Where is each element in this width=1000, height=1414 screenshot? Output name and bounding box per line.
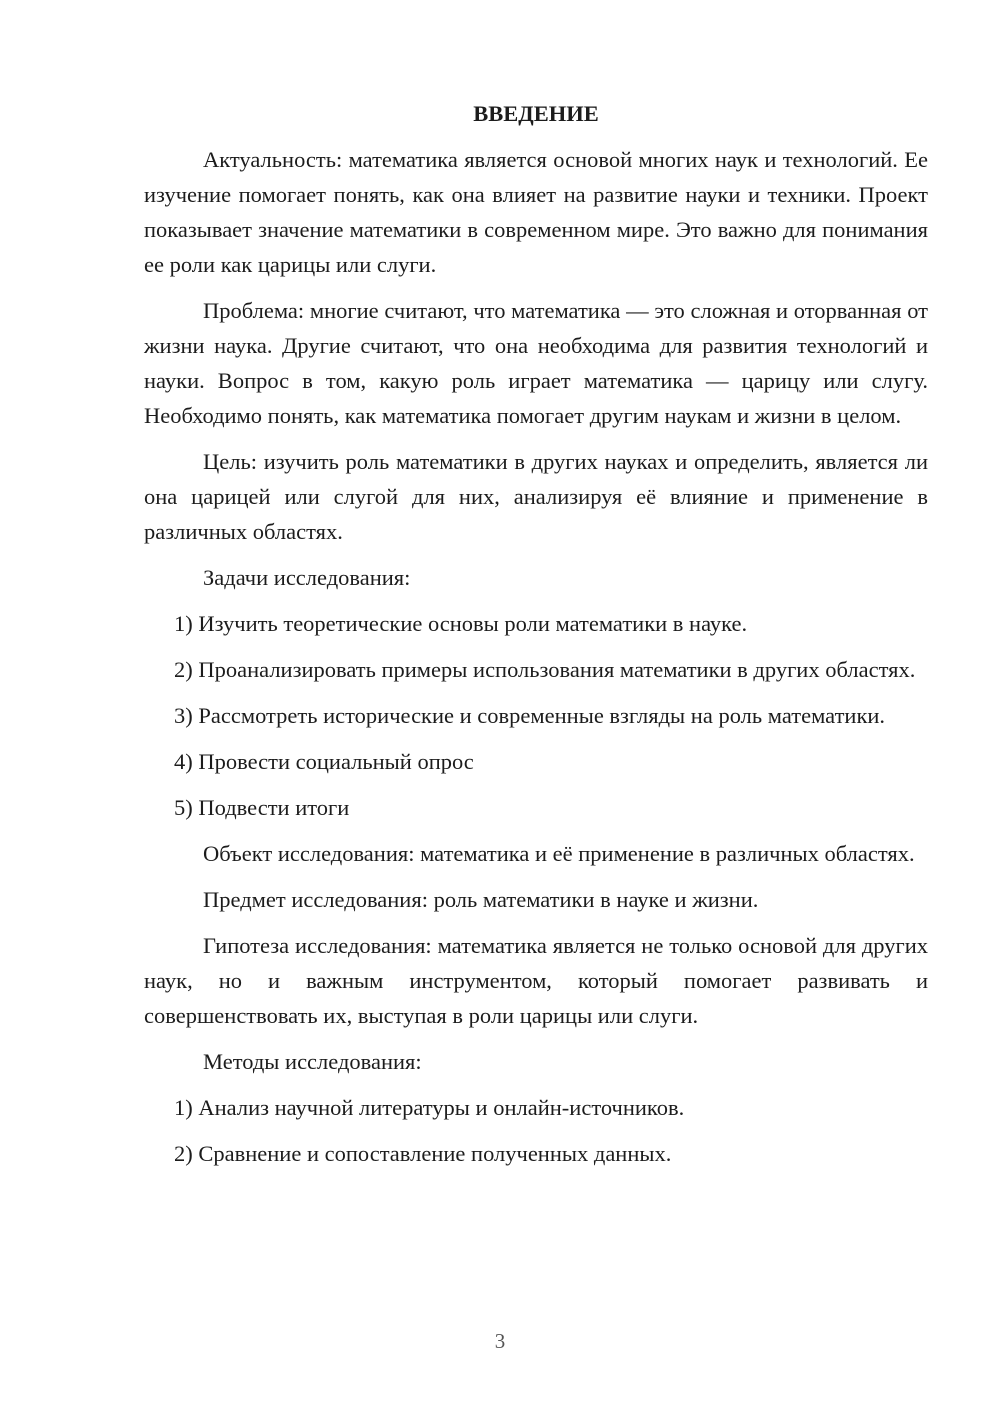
task-item-5: 5) Подвести итоги — [174, 795, 350, 820]
paragraph-relevance: Актуальность: математика является основой многих наук и технологий. Ее изучение помогает понять, как она влияет на развитие науки и техники. Проект показывает значение математики в современном мире. Это важно для понимания ее роли как царицы или слуги. — [144, 147, 928, 277]
section-title: ВВЕДЕНИЕ — [473, 101, 599, 126]
task-item-2: 2) Проанализировать примеры использования математики в других областях. — [174, 657, 916, 682]
paragraph-subject: Предмет исследования: роль математики в науке и жизни. — [203, 887, 759, 912]
paragraph-problem: Проблема: многие считают, что математика — это сложная и оторванная от жизни наука. Другие считают, что она необходима для развития технологий и науки. Вопрос в том, какую роль играет математика — царицу или слугу. Необходимо понять, как математика помогает другим наукам и жизни в целом. — [144, 298, 928, 428]
method-item-1: 1) Анализ научной литературы и онлайн-источников. — [174, 1095, 685, 1120]
task-item-4: 4) Провести социальный опрос — [174, 749, 474, 774]
paragraph-goal: Цель: изучить роль математики в других науках и определить, является ли она царицей или слугой для них, анализируя её влияние и применение в различных областях. — [144, 449, 928, 544]
page-number: 3 — [494, 1329, 506, 1353]
method-item-2: 2) Сравнение и сопоставление полученных данных. — [174, 1141, 672, 1166]
tasks-heading: Задачи исследования: — [203, 565, 411, 590]
paragraph-object: Объект исследования: математика и её применение в различных областях. — [203, 841, 915, 866]
paragraph-hypothesis: Гипотеза исследования: математика является не только основой для других наук, но и важным инструментом, который помогает развивать и совершенствовать их, выступая в роли царицы или слуги. — [144, 933, 928, 1028]
methods-heading: Методы исследования: — [203, 1049, 422, 1074]
task-item-3: 3) Рассмотреть исторические и современные взгляды на роль математики. — [174, 703, 886, 728]
task-item-1: 1) Изучить теоретические основы роли математики в науке. — [174, 611, 748, 636]
document-page — [144, 96, 928, 1182]
